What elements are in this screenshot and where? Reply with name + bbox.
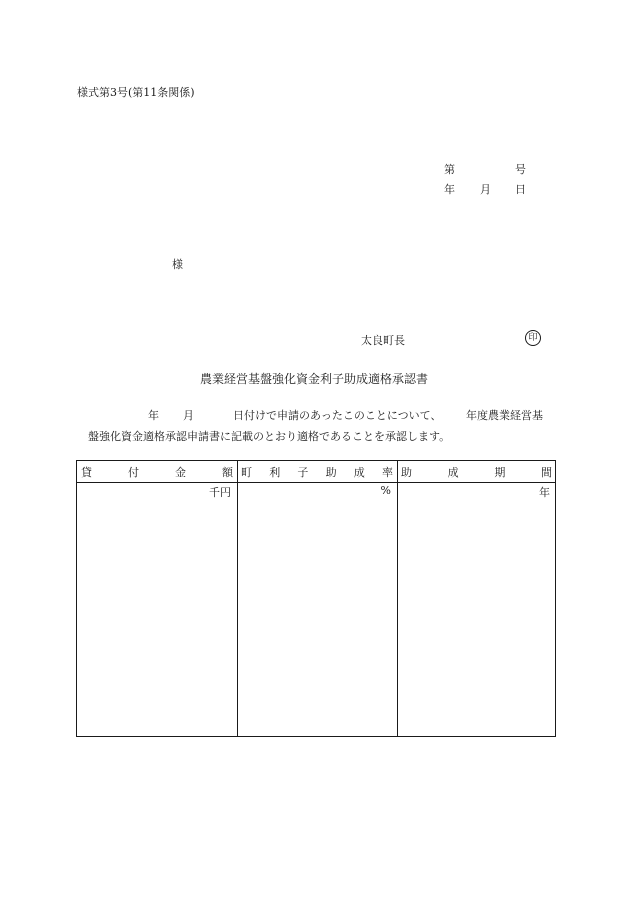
header-char: 助	[401, 465, 412, 479]
header-char: 利	[269, 465, 281, 479]
header-char: 間	[540, 465, 552, 479]
interest-rate-header	[237, 461, 397, 483]
header-char: 町	[241, 465, 252, 479]
body-year-label: 年	[148, 409, 159, 422]
loan-amount-header	[77, 461, 237, 483]
grant-period-unit: 年	[539, 486, 550, 499]
grant-table	[76, 460, 556, 737]
date-year-label: 年	[444, 183, 455, 196]
document-number-label: 第	[444, 163, 455, 176]
grant-period-header	[397, 461, 556, 483]
issuer-name: 太良町長	[361, 334, 405, 347]
interest-rate-unit: %	[380, 484, 391, 497]
header-char: 金	[175, 465, 186, 479]
document-title: 農業経営基盤強化資金利子助成適格承認書	[200, 372, 429, 386]
header-char: 助	[325, 465, 337, 479]
header-char: 貸	[81, 465, 92, 479]
date-day-label: 日	[515, 183, 526, 196]
header-char: 子	[297, 465, 309, 479]
header-char: 付	[128, 465, 139, 479]
header-char: 率	[381, 465, 393, 479]
seal-icon: 印	[525, 330, 541, 346]
header-char: 期	[494, 465, 506, 479]
header-char: 成	[447, 465, 459, 479]
body-text-line2: 盤強化資金適格承認申請書に記載のとおり適格であることを承認します。	[88, 430, 451, 443]
header-char: 成	[353, 465, 365, 479]
document-number-suffix: 号	[515, 163, 526, 176]
loan-amount-column	[77, 461, 238, 736]
body-fiscal-year-text: 年度農業経営基	[466, 409, 543, 422]
body-text: 日付けで申請のあったこのことについて、	[233, 409, 442, 422]
addressee-honorific: 様	[172, 258, 183, 271]
interest-rate-column	[237, 461, 398, 736]
header-char: 額	[222, 465, 233, 479]
grant-period-column	[397, 461, 556, 736]
date-month-label: 月	[480, 183, 491, 196]
body-month-label: 月	[183, 409, 194, 422]
loan-amount-unit: 千円	[209, 486, 231, 499]
form-number: 様式第3号(第11条関係)	[77, 86, 195, 99]
